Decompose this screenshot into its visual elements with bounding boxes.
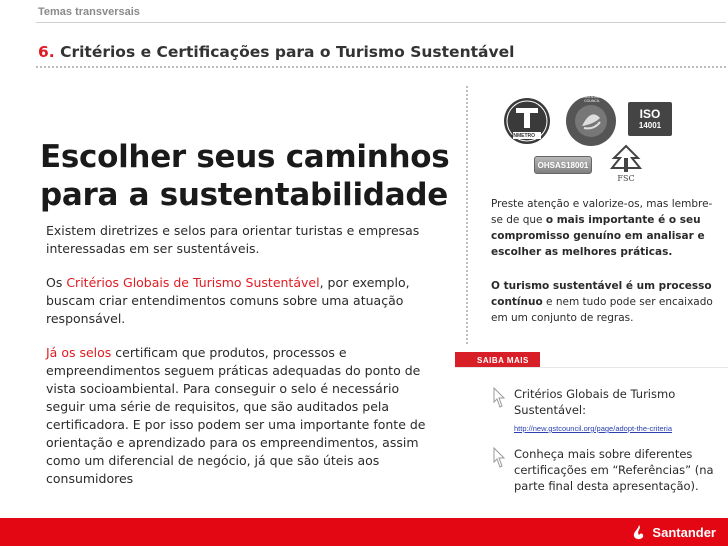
criteria-url[interactable]: http://new.gstcouncil.org/page/adopt-the-criteria bbox=[514, 424, 673, 433]
saiba-mais-badge: SAIBA MAIS bbox=[455, 352, 540, 368]
sidebar-note-attention bbox=[491, 196, 716, 260]
title-text: Critérios e Certificações para o Turismo Sustentável bbox=[60, 43, 515, 61]
paragraph-criteria-suffix: , por exemplo, buscam criar entendimentos comuns sobre uma atuação responsável. bbox=[46, 275, 410, 326]
note-attention-text: Preste atenção e valorize-os, mas lembre-se de que bbox=[491, 198, 713, 226]
header-divider bbox=[36, 22, 726, 23]
seals-highlight: Já os selos bbox=[46, 345, 112, 360]
paragraph-intro: Existem diretrizes e selos para orientar turistas e empresas interessadas em ser sustentáveis. bbox=[46, 223, 420, 256]
paragraph-criteria-prefix: Os bbox=[46, 275, 67, 290]
ohsas-logo bbox=[534, 156, 592, 174]
usgbc-label: U.S. GREEN BUILDING COUNCIL bbox=[573, 95, 611, 103]
paragraph-seals bbox=[46, 344, 436, 488]
paragraph-seals-suffix: certificam que produtos, processos e empreendimentos seguem práticas adequadas do ponto de vista socioambiental. Para conseguir o selo é necessário seguir uma série de requisitos, que são auditados pela certificadora. E por isso podem ser uma importante fonte de orientação e aprendizado para os empreendimentos, assim como um diferencial de negócio, já que são úteis aos consumidores bbox=[46, 345, 426, 486]
saiba-divider bbox=[455, 367, 728, 368]
page-title bbox=[38, 43, 514, 61]
fsc-logo bbox=[606, 140, 646, 186]
fsc-label: FSC bbox=[617, 173, 635, 183]
certification-logos bbox=[496, 92, 726, 192]
ohsas-label: OHSAS18001 bbox=[537, 160, 589, 170]
headline-line2: para a sustentabilidade bbox=[40, 177, 448, 213]
inmetro-logo bbox=[502, 96, 552, 146]
santander-logo bbox=[632, 524, 716, 540]
cursor-icon bbox=[492, 446, 506, 470]
sidebar-divider bbox=[466, 86, 468, 346]
iso-logo bbox=[628, 102, 672, 136]
criteria-highlight: Critérios Globais de Turismo Sustentável bbox=[66, 275, 320, 290]
paragraph-criteria bbox=[46, 274, 436, 328]
note-process-bold: O turismo sustentável é um processo contínuo bbox=[491, 280, 712, 308]
headline-line1: Escolher seus caminhos bbox=[40, 139, 450, 175]
section-label: Temas transversais bbox=[38, 6, 140, 18]
iso-label: ISO bbox=[639, 107, 661, 121]
flame-icon bbox=[632, 524, 646, 540]
title-number: 6. bbox=[38, 43, 55, 61]
cursor-icon bbox=[492, 386, 506, 410]
inmetro-label: INMETRO bbox=[512, 133, 536, 139]
footer-bar bbox=[0, 518, 728, 546]
brand-name: Santander bbox=[652, 524, 716, 540]
iso-number: 14001 bbox=[638, 121, 662, 130]
note-process-text: e nem tudo pode ser encaixado em um conjunto de regras. bbox=[491, 296, 713, 324]
sidebar-note-process bbox=[491, 278, 716, 326]
note-attention-bold: o mais importante é o seu compromisso genuíno em analisar e escolher as melhores práticas. bbox=[491, 214, 705, 258]
criteria-link-label: Critérios Globais de Turismo Sustentável: bbox=[514, 387, 676, 417]
reference-link-criteria-text bbox=[514, 386, 724, 437]
title-divider bbox=[36, 66, 726, 68]
certifications-link-text: Conheça mais sobre diferentes certificações em “Referências” (na parte final desta apresentação). bbox=[514, 447, 714, 493]
headline bbox=[40, 138, 460, 214]
